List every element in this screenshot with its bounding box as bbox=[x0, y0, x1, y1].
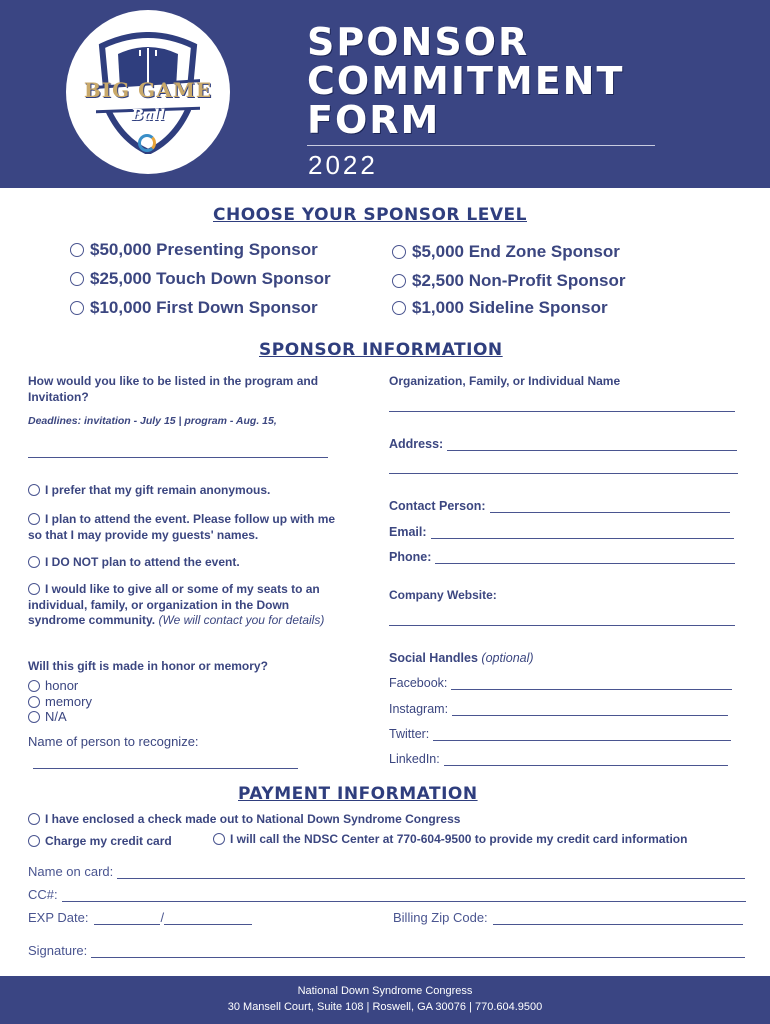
signature-line[interactable] bbox=[91, 946, 745, 958]
name-on-card-line[interactable] bbox=[117, 867, 745, 879]
exp-month-line[interactable] bbox=[94, 913, 160, 925]
footer bbox=[0, 976, 770, 1024]
radio-icon[interactable] bbox=[70, 301, 84, 315]
level-option-25000[interactable]: $25,000 Touch Down Sponsor bbox=[70, 269, 331, 289]
linkedin-line[interactable] bbox=[444, 754, 728, 766]
payment-heading: PAYMENT INFORMATION bbox=[238, 784, 478, 804]
memory-option[interactable]: memory bbox=[28, 694, 92, 710]
radio-icon[interactable] bbox=[28, 556, 40, 568]
anonymous-option[interactable]: I prefer that my gift remain anonymous. bbox=[28, 483, 338, 499]
address-field-2[interactable] bbox=[389, 462, 738, 474]
radio-icon[interactable] bbox=[392, 274, 406, 288]
twitter-line[interactable] bbox=[433, 729, 731, 741]
logo-big-game: BIG GAME bbox=[83, 78, 213, 102]
cc-number-field[interactable]: CC#: bbox=[28, 887, 746, 902]
phone-field[interactable]: Phone: bbox=[389, 550, 735, 564]
contact-line[interactable] bbox=[490, 501, 730, 513]
email-line[interactable] bbox=[431, 527, 734, 539]
honor-option[interactable]: honor bbox=[28, 678, 92, 694]
radio-icon[interactable] bbox=[28, 711, 40, 723]
billing-zip-field[interactable]: Billing Zip Code: bbox=[393, 910, 743, 925]
logo-ball: Ball bbox=[131, 106, 165, 124]
level-option-1000[interactable]: $1,000 Sideline Sponsor bbox=[392, 298, 608, 318]
attend-option[interactable]: I plan to attend the event. Please follow up with me so that I may provide my guests' names. bbox=[28, 512, 336, 542]
deadlines-note: Deadlines: invitation - July 15 | program - Aug. 15, bbox=[28, 415, 277, 427]
recognize-field[interactable] bbox=[33, 757, 298, 769]
check-option[interactable]: I have enclosed a check made out to National Down Syndrome Congress bbox=[28, 812, 460, 828]
listing-question: How would you like to be listed in the program and Invitation? bbox=[28, 374, 319, 404]
footer-address: 30 Mansell Court, Suite 108 | Roswell, GA 30076 | 770.604.9500 bbox=[227, 1001, 543, 1013]
honor-question: Will this gift is made in honor or memory? bbox=[28, 659, 268, 673]
radio-icon[interactable] bbox=[28, 696, 40, 708]
radio-icon[interactable] bbox=[28, 813, 40, 825]
cc-number-line[interactable] bbox=[62, 890, 746, 902]
not-attend-option[interactable]: I DO NOT plan to attend the event. bbox=[28, 555, 338, 571]
facebook-field[interactable]: Facebook: bbox=[389, 676, 732, 690]
website-field[interactable] bbox=[389, 614, 735, 626]
radio-icon[interactable] bbox=[70, 272, 84, 286]
radio-icon[interactable] bbox=[213, 833, 225, 845]
call-center-option[interactable]: I will call the NDSC Center at 770-604-9500 to provide my credit card information bbox=[213, 832, 687, 848]
twitter-field[interactable]: Twitter: bbox=[389, 727, 731, 741]
radio-icon[interactable] bbox=[392, 301, 406, 315]
give-seats-note: (We will contact you for details) bbox=[158, 613, 325, 627]
ndsc-mark-icon bbox=[138, 134, 156, 152]
facebook-line[interactable] bbox=[451, 678, 732, 690]
instagram-field[interactable]: Instagram: bbox=[389, 702, 728, 716]
contact-field[interactable]: Contact Person: bbox=[389, 499, 730, 513]
header-banner bbox=[0, 0, 770, 188]
address-line[interactable] bbox=[447, 439, 737, 451]
linkedin-field[interactable]: LinkedIn: bbox=[389, 752, 728, 766]
radio-icon[interactable] bbox=[28, 583, 40, 595]
form-title-line-1: SPONSOR bbox=[307, 20, 530, 64]
name-on-card-field[interactable]: Name on card: bbox=[28, 864, 745, 879]
recognize-label: Name of person to recognize: bbox=[28, 734, 199, 749]
social-label: Social Handles (optional) bbox=[389, 651, 534, 665]
radio-icon[interactable] bbox=[28, 835, 40, 847]
level-option-10000[interactable]: $10,000 First Down Sponsor bbox=[70, 298, 318, 318]
form-year: 2022 bbox=[308, 150, 378, 180]
honor-options bbox=[28, 678, 92, 725]
phone-line[interactable] bbox=[435, 552, 735, 564]
signature-field[interactable]: Signature: bbox=[28, 943, 745, 958]
address-field[interactable]: Address: bbox=[389, 437, 737, 451]
sponsor-info-heading: SPONSOR INFORMATION bbox=[259, 340, 503, 360]
big-game-ball-logo bbox=[66, 10, 230, 174]
radio-icon[interactable] bbox=[70, 243, 84, 257]
title-divider bbox=[307, 145, 655, 146]
radio-icon[interactable] bbox=[28, 484, 40, 496]
org-name-field[interactable] bbox=[389, 400, 735, 412]
level-option-50000[interactable]: $50,000 Presenting Sponsor bbox=[70, 240, 318, 260]
form-title-line-2: COMMITMENT bbox=[307, 59, 625, 103]
form-title-line-3: FORM bbox=[307, 98, 441, 142]
radio-icon[interactable] bbox=[28, 680, 40, 692]
instagram-line[interactable] bbox=[452, 704, 728, 716]
level-option-2500[interactable]: $2,500 Non-Profit Sponsor bbox=[392, 271, 625, 291]
exp-date-field[interactable]: EXP Date: / bbox=[28, 910, 252, 925]
na-option[interactable]: N/A bbox=[28, 709, 92, 725]
org-name-label: Organization, Family, or Individual Name bbox=[389, 374, 621, 388]
credit-card-option[interactable]: Charge my credit card bbox=[28, 834, 172, 850]
billing-zip-line[interactable] bbox=[493, 913, 743, 925]
email-field[interactable]: Email: bbox=[389, 525, 734, 539]
listing-name-field[interactable] bbox=[28, 446, 328, 458]
website-label: Company Website: bbox=[389, 588, 497, 602]
radio-icon[interactable] bbox=[392, 245, 406, 259]
sponsor-level-heading: CHOOSE YOUR SPONSOR LEVEL bbox=[213, 205, 527, 225]
give-seats-option[interactable]: I would like to give all or some of my seats to an individual, family, or organization in the Down syndrome community. (We will contact you for details) bbox=[28, 582, 325, 627]
exp-year-line[interactable] bbox=[164, 913, 252, 925]
level-option-5000[interactable]: $5,000 End Zone Sponsor bbox=[392, 242, 620, 262]
footer-org: National Down Syndrome Congress bbox=[297, 985, 473, 997]
radio-icon[interactable] bbox=[28, 513, 40, 525]
